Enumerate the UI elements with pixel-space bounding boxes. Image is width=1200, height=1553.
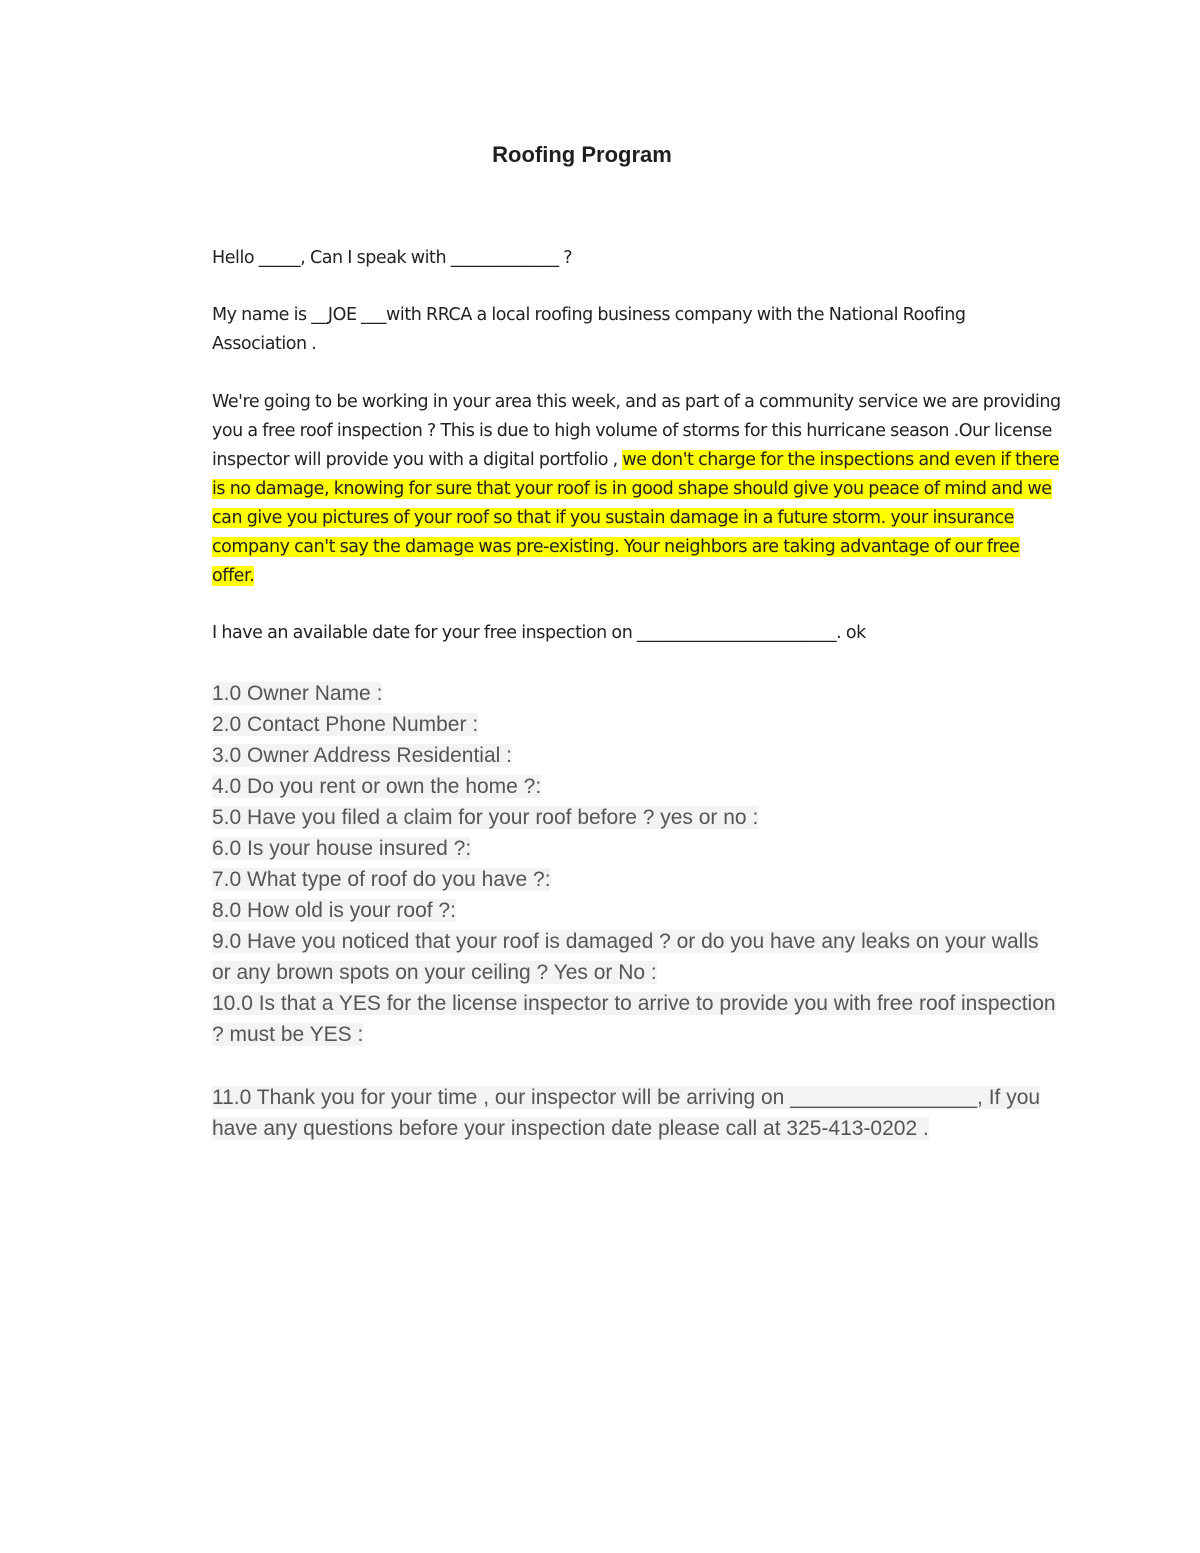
pitch-paragraph <box>212 388 1062 591</box>
pitch-plain-text: We're going to be working in your area this week, and as part of a community service we are providing you a free roof inspection ? This is due to high volume of storms for this hurricane season .Our license inspector will provide you with a digital portfolio , <box>212 392 1061 470</box>
list-item <box>212 833 1062 864</box>
question-text: 9.0 Have you noticed that your roof is damaged ? or do you have any leaks on your walls or any brown spots on your ceiling ? Yes or No : <box>212 930 1039 984</box>
date-line: I have an available date for your free inspection on ________________________. ok <box>212 623 866 643</box>
list-item <box>212 864 1062 895</box>
closing-text: 11.0 Thank you for your time , our inspector will be arriving on ________________, If you have any questions before your inspection date please call at 325-413-0202 . <box>212 1086 1041 1140</box>
question-text: 6.0 Is your house insured ?: <box>212 837 472 860</box>
pitch-highlighted-text: we don't charge for the inspections and even if there is no damage, knowing for sure that your roof is in good shape should give you peace of mind and we can give you pictures of your roof so that if you sustain damage in a future storm. your insurance company can't say the damage was pre-existing. Your neighbors are taking advantage of our free offer. <box>212 450 1060 586</box>
question-text: 3.0 Owner Address Residential : <box>212 744 512 767</box>
list-item <box>212 678 1062 709</box>
question-text: 5.0 Have you filed a claim for your roof before ? yes or no : <box>212 806 759 829</box>
question-text: 1.0 Owner Name : <box>212 682 383 705</box>
closing-paragraph <box>212 1082 1062 1144</box>
list-item <box>212 771 1062 802</box>
page-title: Roofing Program <box>492 142 672 167</box>
greeting-line: Hello _____, Can I speak with _____________ ? <box>212 248 573 268</box>
list-item <box>212 740 1062 771</box>
list-item <box>212 709 1062 740</box>
question-text: 4.0 Do you rent or own the home ?: <box>212 775 542 798</box>
list-item <box>212 988 1062 1050</box>
question-text: 7.0 What type of roof do you have ?: <box>212 868 551 891</box>
question-text: 2.0 Contact Phone Number : <box>212 713 479 736</box>
question-list <box>212 678 1062 1050</box>
list-item <box>212 926 1062 988</box>
list-item <box>212 895 1062 926</box>
question-text: 8.0 How old is your roof ?: <box>212 899 456 922</box>
question-text: 10.0 Is that a YES for the license inspector to arrive to provide you with free roof inspection ? must be YES : <box>212 992 1056 1046</box>
intro-paragraph: My name is __JOE ___with RRCA a local roofing business company with the National Roofing Association . <box>212 305 966 354</box>
list-item <box>212 802 1062 833</box>
